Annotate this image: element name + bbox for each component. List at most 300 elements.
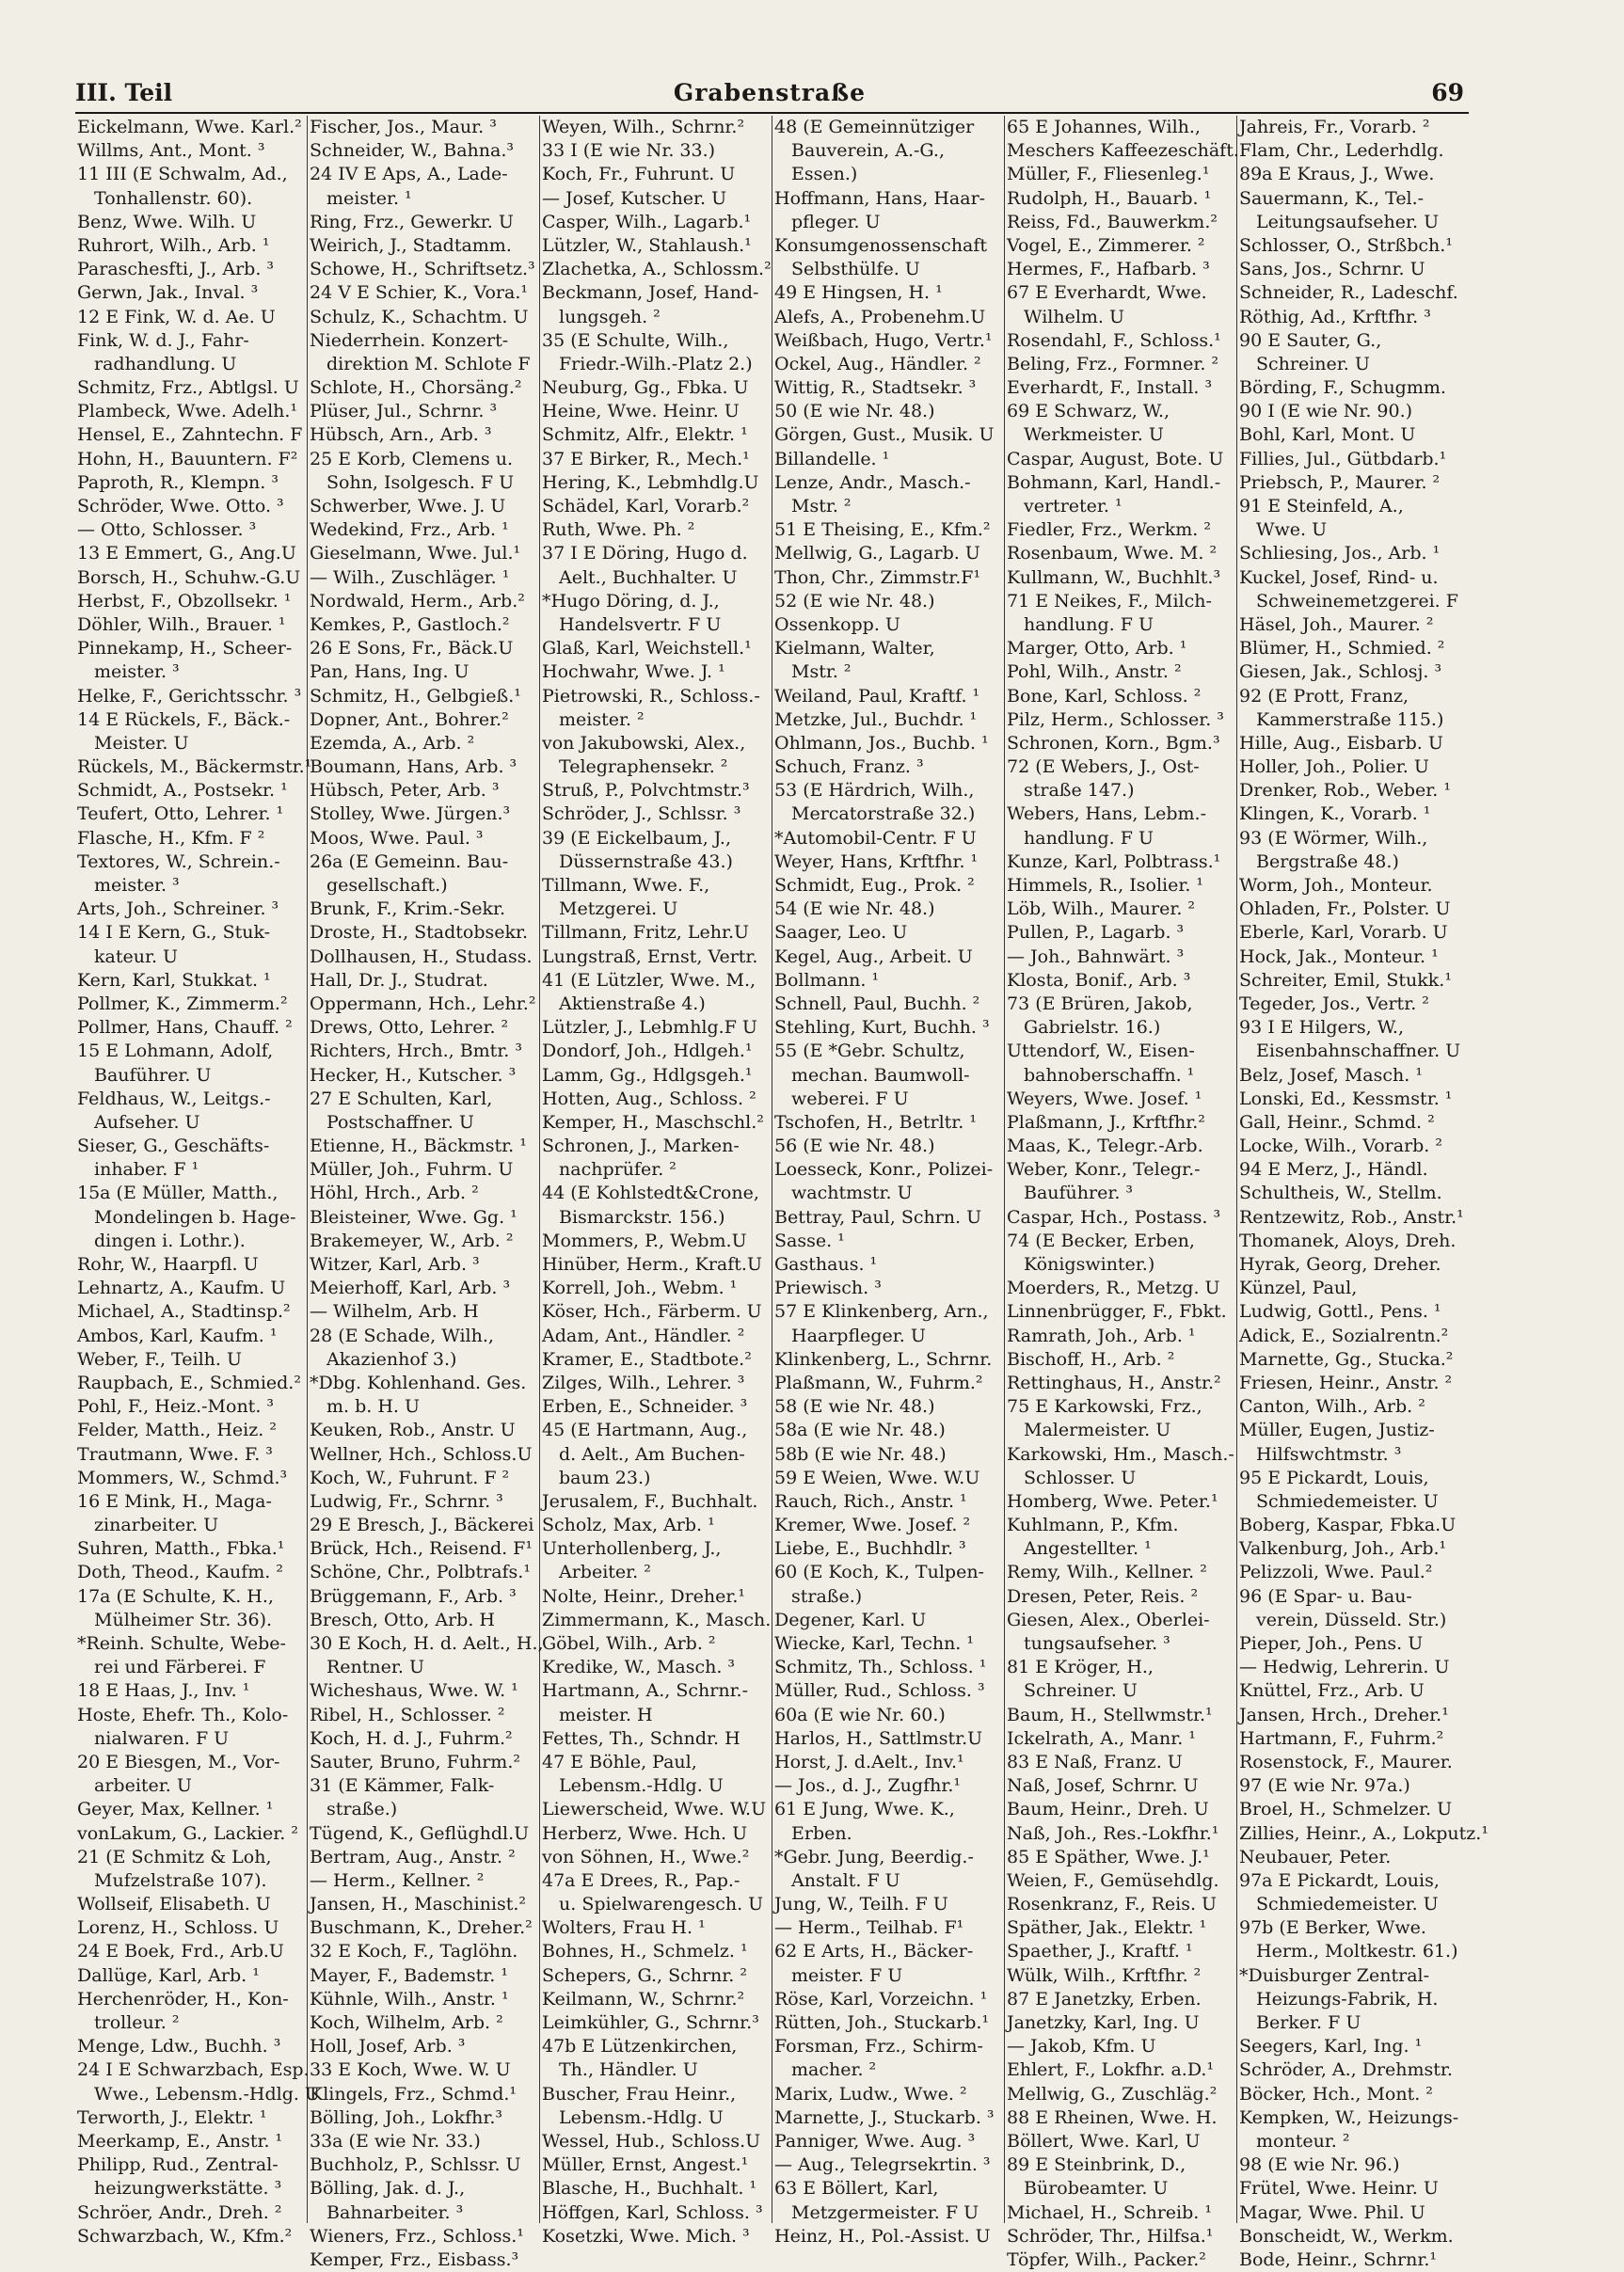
directory-entry-line: kateur. U bbox=[94, 945, 179, 967]
directory-entry-line: Arbeiter. ² bbox=[559, 1562, 651, 1583]
directory-entry-line: straße.) bbox=[326, 1799, 398, 1820]
directory-entry-line: Gall, Heinr., Schmd. ² bbox=[1239, 1111, 1435, 1133]
directory-entry-line: Brück, Hch., Reisend. F¹ bbox=[310, 1538, 533, 1560]
directory-entry-line: Reiss, Fd., Bauwerkm.² bbox=[1007, 211, 1218, 232]
directory-entry-line: Witzer, Karl, Arb. ³ bbox=[310, 1254, 480, 1275]
directory-entry-line: Friesen, Heinr., Anstr. ² bbox=[1239, 1372, 1453, 1393]
directory-entry-line: Plaßmann, W., Fuhrm.² bbox=[774, 1372, 983, 1393]
directory-entry-line: Dallüge, Karl, Arb. ¹ bbox=[77, 1964, 260, 1986]
directory-entry-line: Sohn, Isolgesch. F U bbox=[326, 471, 515, 493]
directory-entry-line: Rosenbaum, Wwe. M. ² bbox=[1007, 543, 1218, 564]
directory-entry-line: Arts, Joh., Schreiner. ³ bbox=[77, 898, 279, 920]
directory-entry-line: 69 E Schwarz, W., bbox=[1007, 401, 1170, 422]
directory-entry-line: Textores, W., Schrein.- bbox=[77, 850, 280, 872]
directory-entry-line: Gieselmann, Wwe. Jul.¹ bbox=[310, 543, 521, 564]
directory-entry-line: 65 E Johannes, Wilh., bbox=[1007, 117, 1201, 137]
directory-entry-line: Jerusalem, F., Buchhalt. bbox=[542, 1490, 758, 1512]
directory-entry-line: Herm., Moltkestr. 61.) bbox=[1256, 1941, 1458, 1962]
directory-entry-line: Caspar, August, Bote. U bbox=[1007, 448, 1224, 469]
directory-entry-line: Schröder, J., Schlssr. ³ bbox=[542, 803, 741, 825]
header-rule bbox=[75, 112, 1469, 114]
directory-entry-line: Broel, H., Schmelzer. U bbox=[1239, 1799, 1453, 1820]
directory-entry-line: Herberz, Wwe. Hch. U bbox=[542, 1822, 748, 1844]
directory-entry-line: Marnette, Gg., Stucka.² bbox=[1239, 1348, 1454, 1370]
directory-entry-line: Schowe, H., Schriftsetz.³ bbox=[310, 259, 535, 280]
directory-entry-line: 45 (E Hartmann, Aug., bbox=[542, 1420, 748, 1441]
directory-entry-line: Alefs, A., Probenehm.U bbox=[774, 306, 986, 327]
directory-entry-line: Scholz, Max, Arb. ¹ bbox=[542, 1515, 715, 1536]
directory-entry-line: Magar, Wwe. Phil. U bbox=[1239, 2201, 1425, 2223]
directory-entry-line: Kredike, W., Masch. ³ bbox=[542, 1657, 736, 1678]
directory-entry-line: meister. F U bbox=[791, 1964, 903, 1986]
directory-entry-line: Trautmann, Wwe. F. ³ bbox=[77, 1443, 273, 1465]
directory-entry-line: Mommers, P., Webm.U bbox=[542, 1230, 747, 1251]
directory-entry-line: 63 E Böllert, Karl, bbox=[774, 2178, 939, 2200]
directory-entry-line: 56 (E wie Nr. 48.) bbox=[774, 1136, 935, 1157]
directory-entry-line: Paproth, R., Klempn. ³ bbox=[77, 471, 279, 493]
directory-entry-line: Pieper, Joh., Pens. U bbox=[1239, 1633, 1424, 1654]
directory-entry-line: Haarpfleger. U bbox=[791, 1325, 926, 1346]
directory-entry-line: Weber, Konr., Telegr.- bbox=[1007, 1159, 1201, 1181]
directory-entry-line: Raupbach, E., Schmied.² bbox=[77, 1372, 301, 1393]
directory-entry-line: Wieners, Frz., Schloss.¹ bbox=[310, 2225, 524, 2247]
directory-entry-line: Koch, Wilhelm, Arb. ² bbox=[310, 2012, 503, 2033]
directory-entry-line: Hecker, H., Kutscher. ³ bbox=[310, 1064, 517, 1086]
directory-entry-line: 87 E Janetzky, Erben. bbox=[1007, 1988, 1202, 2010]
directory-entry-line: Werkmeister. U bbox=[1024, 424, 1164, 446]
directory-entry-line: Mellwig, G., Lagarb. U bbox=[774, 543, 980, 564]
directory-entry-line: Jansen, Hrch., Dreher.¹ bbox=[1239, 1704, 1449, 1725]
directory-entry-line: monteur. ² bbox=[1256, 2130, 1350, 2152]
directory-entry-line: 75 E Karkowski, Frz., bbox=[1007, 1396, 1202, 1418]
directory-entry-line: Schnell, Paul, Buchh. ² bbox=[774, 993, 980, 1014]
directory-entry-line: Wiecke, Karl, Techn. ¹ bbox=[774, 1633, 975, 1654]
directory-entry-line: Hock, Jak., Monteur. ¹ bbox=[1239, 945, 1439, 967]
directory-entry-line: Hering, K., Lebmhdlg.U bbox=[542, 471, 759, 493]
directory-entry-line: von Söhnen, H., Wwe.² bbox=[542, 1846, 750, 1867]
directory-entry-line: Schulz, K., Schachtm. U bbox=[310, 306, 529, 327]
directory-entry-line: 50 (E wie Nr. 48.) bbox=[774, 401, 935, 422]
directory-entry-line: Keuken, Rob., Anstr. U bbox=[310, 1420, 516, 1441]
directory-entry-line: Niederrhein. Konzert- bbox=[310, 329, 509, 351]
directory-entry-line: Philipp, Rud., Zentral- bbox=[77, 2154, 279, 2176]
directory-entry-line: Malermeister. U bbox=[1024, 1420, 1171, 1441]
directory-entry-line: 58 (E wie Nr. 48.) bbox=[774, 1396, 935, 1418]
directory-entry-line: Buscher, Frau Heinr., bbox=[542, 2083, 737, 2105]
directory-entry-line: Helke, F., Gerichtsschr. ³ bbox=[77, 685, 302, 707]
directory-entry-line: 67 E Everhardt, Wwe. bbox=[1007, 282, 1207, 304]
directory-entry-line: Postschaffner. U bbox=[326, 1111, 474, 1133]
directory-entry-line: Glaß, Karl, Weichstell.¹ bbox=[542, 638, 752, 659]
directory-entry-line: Gerwn, Jak., Inval. ³ bbox=[77, 282, 259, 304]
directory-entry-line: Hübsch, Arn., Arb. ³ bbox=[310, 424, 492, 446]
directory-entry-line: Sans, Jos., Schrnr. U bbox=[1239, 259, 1425, 280]
directory-entry-line: Homberg, Wwe. Peter.¹ bbox=[1007, 1490, 1218, 1512]
directory-entry-line: Wülk, Wilh., Krftfhr. ² bbox=[1007, 1964, 1202, 1986]
directory-entry-line: Wwe., Lebensm.-Hdlg. U bbox=[94, 2083, 320, 2105]
directory-entry-line: Marger, Otto, Arb. ¹ bbox=[1007, 638, 1187, 659]
directory-entry-line: 48 (E Gemeinnütziger bbox=[774, 117, 975, 137]
directory-entry-line: Kuckel, Josef, Rind- u. bbox=[1239, 566, 1439, 588]
directory-entry-line: Schronen, Korn., Bgm.³ bbox=[1007, 732, 1220, 754]
directory-entry-line: Tschofen, H., Betrltr. ¹ bbox=[774, 1111, 977, 1133]
directory-entry-line: Weber, F., Teilh. U bbox=[77, 1348, 242, 1370]
directory-entry-line: Pinnekamp, H., Scheer- bbox=[77, 638, 293, 659]
part-label: III. Teil bbox=[75, 79, 173, 106]
directory-entry-line: Essen.) bbox=[791, 164, 858, 185]
directory-entry-line: Zilges, Wilh., Lehrer. ³ bbox=[542, 1372, 745, 1393]
directory-entry-line: Fillies, Jul., Gütbdarb.¹ bbox=[1239, 448, 1447, 469]
directory-entry-line: Drenker, Rob., Weber. ¹ bbox=[1239, 780, 1451, 802]
directory-entry-line: 30 E Koch, H. d. Aelt., H., bbox=[310, 1633, 544, 1654]
directory-entry-line: 14 I E Kern, G., Stuk- bbox=[77, 922, 271, 944]
directory-entry-line: 54 (E wie Nr. 48.) bbox=[774, 898, 935, 920]
directory-entry-line: Kemper, H., Maschschl.² bbox=[542, 1111, 764, 1133]
directory-entry-line: Lenze, Andr., Masch.- bbox=[774, 471, 971, 493]
directory-entry-line: — Hedwig, Lehrerin. U bbox=[1239, 1657, 1450, 1678]
directory-entry-line: — Joh., Bahnwärt. ³ bbox=[1007, 945, 1185, 967]
directory-entry-line: Metzgermeister. F U bbox=[791, 2201, 979, 2223]
directory-entry-line: — Herm., Kellner. ² bbox=[310, 1869, 485, 1891]
directory-entry-line: Aufseher. U bbox=[94, 1111, 200, 1133]
directory-entry-line: Lorenz, H., Schloss. U bbox=[77, 1917, 279, 1939]
directory-entry-line: Boberg, Kaspar, Fbka.U bbox=[1239, 1515, 1457, 1536]
directory-entry-line: Wedekind, Frz., Arb. ¹ bbox=[310, 519, 509, 541]
directory-entry-line: 62 E Arts, H., Bäcker- bbox=[774, 1941, 974, 1962]
directory-entry-line: Rosenkranz, F., Reis. U bbox=[1007, 1894, 1218, 1915]
directory-entry-line: Rudolph, H., Bauarb. ¹ bbox=[1007, 187, 1212, 209]
directory-entry-line: Akazienhof 3.) bbox=[326, 1348, 457, 1370]
directory-entry-line: Priewisch. ³ bbox=[774, 1278, 882, 1299]
directory-entry-line: Rosendahl, F., Schloss.¹ bbox=[1007, 329, 1221, 351]
directory-entry-line: Görgen, Gust., Musik. U bbox=[774, 424, 995, 446]
directory-entry-line: Ruth, Wwe. Ph. ² bbox=[542, 519, 695, 541]
directory-entry-line: Etienne, H., Bäckmstr. ¹ bbox=[310, 1136, 527, 1157]
directory-entry-line: Schröder, Wwe. Otto. ³ bbox=[77, 496, 284, 516]
directory-entry-line: Kullmann, W., Buchhlt.³ bbox=[1007, 566, 1221, 588]
directory-entry-line: Rauch, Rich., Anstr. ¹ bbox=[774, 1490, 967, 1512]
directory-entry-line: 93 (E Wörmer, Wilh., bbox=[1239, 827, 1428, 849]
directory-entry-line: Tillmann, Fritz, Lehr.U bbox=[542, 922, 750, 944]
directory-entry-line: Harlos, H., Sattlmstr.U bbox=[774, 1727, 983, 1749]
directory-entry-line: Rentzewitz, Rob., Anstr.¹ bbox=[1239, 1206, 1464, 1228]
directory-entry-line: Billandelle. ¹ bbox=[774, 448, 890, 469]
directory-entry-line: 16 E Mink, H., Maga- bbox=[77, 1490, 272, 1512]
directory-entry-line: 24 E Boek, Frd., Arb.U bbox=[77, 1941, 284, 1962]
directory-entry-line: Gasthaus. ¹ bbox=[774, 1254, 878, 1275]
directory-entry-line: Rückels, M., Bäckermstr.¹ bbox=[77, 756, 312, 778]
directory-entry-line: Ramrath, Joh., Arb. ¹ bbox=[1007, 1325, 1196, 1346]
directory-entry-line: Anstalt. F U bbox=[791, 1869, 900, 1891]
directory-entry-line: Rosenstock, F., Maurer. bbox=[1239, 1751, 1453, 1772]
directory-entry-line: Struß, P., Polvchtmstr.³ bbox=[542, 780, 750, 802]
directory-entry-line: Saager, Leo. U bbox=[774, 922, 908, 944]
directory-entry-line: Ohlmann, Jos., Buchb. ¹ bbox=[774, 732, 989, 754]
directory-entry-line: Bölling, Jak. d. J., bbox=[310, 2178, 466, 2200]
directory-entry-line: Schädel, Karl, Vorarb.² bbox=[542, 496, 750, 516]
directory-entry-line: Wessel, Hub., Schloss.U bbox=[542, 2130, 761, 2152]
directory-entry-line: Nolte, Heinr., Dreher.¹ bbox=[542, 1585, 746, 1607]
directory-entry-line: Naß, Josef, Schrnr. U bbox=[1007, 1775, 1199, 1797]
directory-entry-line: Boumann, Hans, Arb. ³ bbox=[310, 756, 517, 778]
directory-entry-line: Seegers, Karl, Ing. ¹ bbox=[1239, 2036, 1423, 2058]
directory-entry-line: nialwaren. F U bbox=[94, 1727, 230, 1749]
directory-entry-line: Mercatorstraße 32.) bbox=[791, 803, 976, 825]
directory-entry-line: Eberle, Karl, Vorarb. U bbox=[1239, 922, 1448, 944]
directory-entry-line: Belz, Josef, Masch. ¹ bbox=[1239, 1064, 1423, 1086]
directory-entry-line: Sasse. ¹ bbox=[774, 1230, 845, 1251]
directory-entry-line: 97a E Pickardt, Louis, bbox=[1239, 1869, 1440, 1891]
directory-entry-line: Flam, Chr., Lederhdlg. bbox=[1239, 140, 1444, 162]
directory-entry-line: Dollhausen, H., Studass. bbox=[310, 945, 533, 967]
directory-entry-line: Wicheshaus, Wwe. W. ¹ bbox=[310, 1680, 518, 1702]
directory-entry-line: — Herm., Teilhab. F¹ bbox=[774, 1917, 964, 1939]
directory-entry-line: 47 E Böhle, Paul, bbox=[542, 1751, 697, 1772]
directory-entry-line: Hinüber, Herm., Kraft.U bbox=[542, 1254, 762, 1275]
directory-entry-line: Weyers, Wwe. Josef. ¹ bbox=[1007, 1088, 1202, 1109]
directory-entry-line: Fettes, Th., Schndr. H bbox=[542, 1727, 740, 1749]
directory-entry-line: Kuhlmann, P., Kfm. bbox=[1007, 1515, 1179, 1536]
directory-entry-line: Bismarckstr. 156.) bbox=[559, 1206, 725, 1228]
directory-entry-line: Schmitz, Frz., Abtlgsl. U bbox=[77, 377, 299, 399]
directory-entry-line: Bone, Karl, Schloss. ² bbox=[1007, 685, 1202, 707]
directory-entry-line: Müller, Joh., Fuhrm. U bbox=[310, 1159, 514, 1181]
directory-entry-line: Ohladen, Fr., Polster. U bbox=[1239, 898, 1451, 920]
directory-entry-line: Buschmann, K., Dreher.² bbox=[310, 1917, 533, 1939]
directory-entry-line: dingen i. Lothr.). bbox=[94, 1230, 246, 1251]
directory-entry-line: Korrell, Joh., Webm. ¹ bbox=[542, 1278, 738, 1299]
directory-entry-line: Mondelingen b. Hage- bbox=[94, 1206, 296, 1228]
directory-entry-line: Hyrak, Georg, Dreher. bbox=[1239, 1254, 1441, 1275]
directory-entry-line: *Reinh. Schulte, Webe- bbox=[77, 1633, 286, 1654]
directory-entry-line: 74 (E Becker, Erben, bbox=[1007, 1230, 1195, 1251]
directory-entry-line: Beling, Frz., Formner. ² bbox=[1007, 353, 1219, 374]
page-header bbox=[75, 79, 1464, 117]
directory-entry-line: 90 E Sauter, G., bbox=[1239, 329, 1382, 351]
directory-entry-line: Telegraphensekr. ² bbox=[559, 756, 728, 778]
directory-entry-line: Remy, Wilh., Kellner. ² bbox=[1007, 1562, 1207, 1583]
directory-entry-line: 15 E Lohmann, Adolf, bbox=[77, 1041, 274, 1062]
directory-entry-line: Schwarzbach, W., Kfm.² bbox=[77, 2225, 293, 2247]
directory-entry-line: Hoste, Ehefr. Th., Kolo- bbox=[77, 1704, 289, 1725]
directory-entry-line: Pollmer, K., Zimmerm.² bbox=[77, 993, 288, 1014]
directory-entry-line: Koch, Fr., Fuhrunt. U bbox=[542, 164, 736, 185]
directory-entry-line: Buchholz, P., Schlssr. U bbox=[310, 2154, 521, 2176]
directory-entry-line: Bauverein, A.-G., bbox=[791, 140, 945, 162]
directory-entry-line: Bleisteiner, Wwe. Gg. ¹ bbox=[310, 1206, 517, 1228]
directory-entry-line: Hübsch, Peter, Arb. ³ bbox=[310, 780, 500, 802]
directory-columns bbox=[75, 116, 1489, 2270]
directory-entry-line: Ribel, H., Schlosser. ² bbox=[310, 1704, 505, 1725]
directory-entry-line: 57 E Klinkenberg, Arn., bbox=[774, 1301, 989, 1323]
directory-entry-line: Weirich, J., Stadtamm. bbox=[310, 234, 512, 256]
directory-entry-line: 97 (E wie Nr. 97a.) bbox=[1239, 1775, 1410, 1797]
directory-entry-line: Wellner, Hch., Schloss.U bbox=[310, 1443, 533, 1465]
directory-entry-line: 91 E Steinfeld, A., bbox=[1239, 496, 1404, 516]
directory-entry-line: Herchenröder, H., Kon- bbox=[77, 1988, 289, 2010]
directory-entry-line: 51 E Theising, E., Kfm.² bbox=[774, 519, 991, 541]
directory-entry-line: 33 I (E wie Nr. 33.) bbox=[542, 140, 716, 162]
directory-entry-line: trolleur. ² bbox=[94, 2012, 180, 2033]
directory-entry-line: Canton, Wilh., Arb. ² bbox=[1239, 1396, 1425, 1418]
directory-entry-line: Keilmann, W., Schrnr.² bbox=[542, 1988, 745, 2010]
directory-entry-line: Bode, Heinr., Schrnr.¹ bbox=[1239, 2248, 1437, 2270]
directory-entry-line: — Wilhelm, Arb. H bbox=[310, 1301, 479, 1323]
directory-entry-line: Schröer, Andr., Dreh. ² bbox=[77, 2201, 282, 2223]
directory-entry-line: Zlachetka, A., Schlossm.² bbox=[542, 259, 772, 280]
directory-column-2 bbox=[308, 116, 544, 2270]
directory-entry-line: Dopner, Ant., Bohrer.² bbox=[310, 708, 509, 730]
directory-entry-line: 13 E Emmert, G., Ang.U bbox=[77, 543, 296, 564]
directory-entry-line: 15a (E Müller, Matth., bbox=[77, 1183, 279, 1204]
directory-entry-line: Hensel, E., Zahntechn. F bbox=[77, 424, 303, 446]
directory-entry-line: 85 E Späther, Wwe. J.¹ bbox=[1007, 1846, 1210, 1867]
directory-entry-line: Weißbach, Hugo, Vertr.¹ bbox=[774, 329, 993, 351]
directory-entry-line: Eisenbahnschaffner. U bbox=[1256, 1041, 1461, 1062]
directory-entry-line: Schlosser, O., Strßbch.¹ bbox=[1239, 234, 1453, 256]
directory-entry-line: Felder, Matth., Heiz. ² bbox=[77, 1420, 277, 1441]
directory-entry-line: Sauter, Bruno, Fuhrm.² bbox=[310, 1751, 520, 1772]
directory-entry-line: Meschers Kaffeezeschäft. bbox=[1007, 140, 1239, 162]
directory-entry-line: Mommers, W., Schmd.³ bbox=[77, 1467, 288, 1488]
directory-entry-line: Bürobeamter. U bbox=[1024, 2178, 1169, 2200]
directory-entry-line: von Jakubowski, Alex., bbox=[542, 732, 746, 754]
directory-entry-line: Brüggemann, F., Arb. ³ bbox=[310, 1585, 517, 1607]
directory-entry-line: Blasche, H., Buchhalt. ¹ bbox=[542, 2178, 757, 2200]
directory-entry-line: Dresen, Peter, Reis. ² bbox=[1007, 1585, 1199, 1607]
directory-entry-line: Röse, Karl, Vorzeichn. ¹ bbox=[774, 1988, 988, 2010]
directory-entry-line: Kern, Karl, Stukkat. ¹ bbox=[77, 969, 271, 991]
directory-entry-line: 73 (E Brüren, Jakob, bbox=[1007, 993, 1193, 1014]
directory-entry-line: Casper, Wilh., Lagarb.¹ bbox=[542, 211, 752, 232]
directory-entry-line: Hoffmann, Hans, Haar- bbox=[774, 187, 986, 209]
directory-entry-line: Schröder, A., Drehmstr. bbox=[1239, 2059, 1453, 2081]
directory-entry-line: — Josef, Kutscher. U bbox=[542, 187, 727, 209]
directory-entry-line: 32 E Koch, F., Taglöhn. bbox=[310, 1941, 518, 1962]
directory-entry-line: Dondorf, Joh., Hdlgeh.¹ bbox=[542, 1041, 753, 1062]
directory-entry-line: Bohnes, H., Schmelz. ¹ bbox=[542, 1941, 748, 1962]
directory-entry-line: Wilhelm. U bbox=[1024, 306, 1125, 327]
directory-entry-line: Bauführer. ³ bbox=[1024, 1183, 1134, 1204]
directory-entry-line: Ambos, Karl, Kaufm. ¹ bbox=[77, 1325, 278, 1346]
directory-entry-line: Holl, Josef, Arb. ³ bbox=[310, 2036, 466, 2058]
directory-entry-line: Bohmann, Karl, Handl.- bbox=[1007, 471, 1221, 493]
directory-entry-line: 55 (E *Gebr. Schultz, bbox=[774, 1041, 965, 1062]
directory-entry-line: Everhardt, F., Install. ³ bbox=[1007, 377, 1213, 399]
directory-entry-line: 90 I (E wie Nr. 90.) bbox=[1239, 401, 1413, 422]
directory-entry-line: Mufzelstraße 107). bbox=[94, 1869, 267, 1891]
directory-entry-line: Ring, Frz., Gewerkr. U bbox=[310, 211, 514, 232]
directory-entry-line: Kühnle, Wilh., Anstr. ¹ bbox=[310, 1988, 509, 2010]
directory-entry-line: Marix, Ludw., Wwe. ² bbox=[774, 2083, 967, 2105]
directory-entry-line: Wolters, Frau H. ¹ bbox=[542, 1917, 706, 1939]
directory-entry-line: 53 (E Härdrich, Wilh., bbox=[774, 780, 975, 802]
directory-entry-line: Hartmann, A., Schrnr.- bbox=[542, 1680, 749, 1702]
directory-entry-line: Höhl, Hrch., Arb. ² bbox=[310, 1183, 479, 1204]
directory-entry-line: 33a (E wie Nr. 33.) bbox=[310, 2130, 481, 2152]
directory-entry-line: Rettinghaus, H., Anstr.² bbox=[1007, 1372, 1221, 1393]
directory-entry-line: Paraschesfti, J., Arb. ³ bbox=[77, 259, 275, 280]
directory-entry-line: Bettray, Paul, Schrn. U bbox=[774, 1206, 982, 1228]
directory-entry-line: direktion M. Schlote F bbox=[326, 353, 531, 374]
directory-entry-line: Moerders, R., Metzg. U bbox=[1007, 1278, 1220, 1299]
directory-entry-line: tungsaufseher. ³ bbox=[1024, 1633, 1170, 1654]
directory-entry-line: Lamm, Gg., Hdlgsgeh.¹ bbox=[542, 1064, 753, 1086]
directory-entry-line: Kemper, Frz., Eisbass.³ bbox=[310, 2248, 519, 2270]
directory-entry-line: 37 I E Döring, Hugo d. bbox=[542, 543, 748, 564]
directory-entry-line: Pohl, Wilh., Anstr. ² bbox=[1007, 661, 1182, 683]
directory-entry-line: Konsumgenossenschaft bbox=[774, 234, 988, 256]
directory-entry-line: Forsman, Frz., Schirm- bbox=[774, 2036, 983, 2058]
directory-entry-line: Kremer, Wwe. Josef. ² bbox=[774, 1515, 971, 1536]
directory-entry-line: Bresch, Otto, Arb. H bbox=[310, 1609, 495, 1630]
directory-entry-line: 26a (E Gemeinn. Bau- bbox=[310, 850, 509, 872]
directory-entry-line: 44 (E Kohlstedt&Crone, bbox=[542, 1183, 759, 1204]
directory-entry-line: Oppermann, Hch., Lehr.² bbox=[310, 993, 536, 1014]
directory-entry-line: Beckmann, Josef, Hand- bbox=[542, 282, 759, 304]
directory-entry-line: Bollmann. ¹ bbox=[774, 969, 880, 991]
directory-entry-line: Klingen, K., Vorarb. ¹ bbox=[1239, 803, 1431, 825]
directory-entry-line: Valkenburg, Joh., Arb.¹ bbox=[1239, 1538, 1447, 1560]
directory-entry-line: Fischer, Jos., Maur. ³ bbox=[310, 117, 497, 137]
directory-entry-line: Adick, E., Sozialrentn.² bbox=[1239, 1325, 1449, 1346]
directory-entry-line: Lonski, Ed., Kessmstr. ¹ bbox=[1239, 1088, 1453, 1109]
directory-entry-line: Feldhaus, W., Leitgs.- bbox=[77, 1088, 271, 1109]
directory-entry-line: Janetzky, Karl, Ing. U bbox=[1007, 2012, 1200, 2033]
directory-entry-line: Erben, E., Schneider. ³ bbox=[542, 1396, 748, 1418]
directory-entry-line: Hotten, Aug., Schloss. ² bbox=[542, 1088, 756, 1109]
directory-entry-line: Selbsthülfe. U bbox=[791, 259, 920, 280]
directory-entry-line: 25 E Korb, Clemens u. bbox=[310, 448, 513, 469]
directory-entry-line: Müller, F., Fliesenleg.¹ bbox=[1007, 164, 1210, 185]
directory-column-3 bbox=[540, 116, 772, 2247]
directory-entry-line: Liebe, E., Buchhdlr. ³ bbox=[774, 1538, 966, 1560]
directory-entry-line: 89 E Steinbrink, D., bbox=[1007, 2154, 1186, 2176]
directory-entry-line: bahnoberschaffn. ¹ bbox=[1024, 1064, 1195, 1086]
directory-entry-line: 81 E Kröger, H., bbox=[1007, 1657, 1154, 1678]
directory-entry-line: 18 E Haas, J., Inv. ¹ bbox=[77, 1680, 250, 1702]
directory-entry-line: Liewerscheid, Wwe. W.U bbox=[542, 1799, 767, 1820]
directory-entry-line: 98 (E wie Nr. 96.) bbox=[1239, 2154, 1400, 2176]
directory-entry-line: Ruhrort, Wilh., Arb. ¹ bbox=[77, 234, 270, 256]
directory-entry-line: handlung. F U bbox=[1024, 827, 1154, 849]
directory-entry-line: Rütten, Joh., Stuckarb.¹ bbox=[774, 2012, 990, 2033]
directory-entry-line: Mayer, F., Bademstr. ¹ bbox=[310, 1964, 508, 1986]
directory-entry-line: Berker. F U bbox=[1256, 2012, 1361, 2033]
directory-entry-line: Benz, Wwe. Wilh. U bbox=[77, 211, 257, 232]
directory-entry-line: Wittig, R., Stadtsekr. ³ bbox=[774, 377, 977, 399]
directory-entry-line: Schmitz, Alfr., Elektr. ¹ bbox=[542, 424, 748, 446]
directory-entry-line: Kammerstraße 115.) bbox=[1256, 708, 1444, 730]
directory-entry-line: Pohl, F., Heiz.-Mont. ³ bbox=[77, 1396, 275, 1418]
directory-entry-line: Fink, W. d. J., Fahr- bbox=[77, 329, 249, 351]
directory-entry-line: Bonscheidt, W., Werkm. bbox=[1239, 2225, 1454, 2247]
directory-entry-line: Priebsch, P., Maurer. ² bbox=[1239, 471, 1441, 493]
directory-entry-line: 61 E Jung, Wwe. K., bbox=[774, 1799, 955, 1820]
directory-entry-line: Brunk, F., Krim.-Sekr. bbox=[310, 898, 506, 920]
directory-entry-line: 35 (E Schulte, Wilh., bbox=[542, 329, 729, 351]
directory-entry-line: Koch, W., Fuhrunt. F ² bbox=[310, 1467, 510, 1488]
directory-entry-line: Schliesing, Jos., Arb. ¹ bbox=[1239, 543, 1441, 564]
directory-entry-line: Caspar, Hch., Postass. ³ bbox=[1007, 1206, 1221, 1228]
directory-entry-line: Blümer, H., Schmied. ² bbox=[1239, 638, 1445, 659]
directory-entry-line: 26 E Sons, Fr., Bäck.U bbox=[310, 638, 514, 659]
directory-entry-line: meister. H bbox=[559, 1704, 653, 1725]
directory-entry-line: Terworth, J., Elektr. ¹ bbox=[77, 2106, 267, 2128]
directory-entry-line: Hohn, H., Bauuntern. F² bbox=[77, 448, 298, 469]
directory-entry-line: Frütel, Wwe. Heinr. U bbox=[1239, 2178, 1439, 2200]
directory-entry-line: 20 E Biesgen, M., Vor- bbox=[77, 1751, 280, 1772]
